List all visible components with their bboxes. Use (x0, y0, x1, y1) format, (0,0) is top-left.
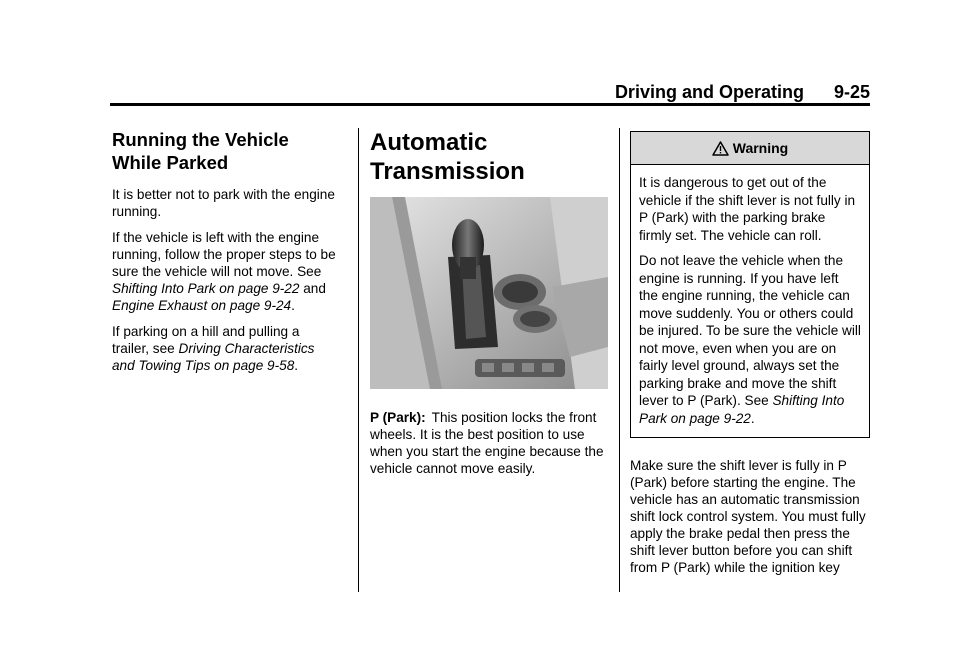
column-warning (630, 131, 870, 585)
running-paragraph-3: If parking on a hill and pulling a trailer, see Driving Characteristics and Towing Tips on page 9-58. (112, 324, 315, 373)
header-section-title: Driving and Operating (614, 82, 804, 102)
shift-lock-paragraph: Make sure the shift lever is fully in P (Park) before starting the engine. The vehicle has an automatic transmission shift lock control system. You must fully apply the brake pedal then press the shift lever button before you can shift from P (Park) while the ignition key (630, 458, 866, 575)
column-automatic-transmission (370, 128, 610, 486)
column-divider-2 (619, 128, 620, 592)
column-running-parked (112, 128, 340, 383)
warning-triangle-icon (712, 141, 729, 156)
warning-label: Warning (732, 139, 789, 156)
running-header (110, 80, 870, 104)
running-paragraph-1: It is better not to park with the engine running. (112, 187, 335, 219)
warning-box (630, 131, 870, 438)
warning-body (631, 165, 869, 437)
xref-shifting-into-park[interactable]: Shifting Into Park on page 9-22 (112, 281, 300, 296)
xref-towing-tips[interactable]: Driving Characteristics and Towing Tips on page 9-58 (112, 341, 315, 373)
running-paragraph-2: If the vehicle is left with the engine running, follow the proper steps to be sure the vehicle will not move. See Shifting Into Park on page 9-22 and Engine Exhaust on page 9-24. (112, 230, 336, 313)
automatic-transmission-heading: Automatic Transmission (370, 129, 525, 185)
shift-lever-photo (370, 197, 608, 389)
warning-header (631, 132, 869, 165)
warning-paragraph-1: It is dangerous to get out of the vehicle if the shift lever is not fully in P (Park) with the parking brake firmly set. The vehicle can roll. (639, 175, 856, 243)
header-rule (110, 103, 870, 106)
xref-shifting-into-park-warning[interactable]: Shifting Into Park on page 9-22 (639, 393, 845, 426)
column-divider-1 (358, 128, 359, 592)
park-term: P (Park): (370, 410, 426, 425)
warning-paragraph-2: Do not leave the vehicle when the engine is running. If you have left the engine running, the vehicle can move suddenly. You or others could be injured. To be sure the vehicle will not move, even when you are on fairly level ground, always set the parking brake and move the shift lever to P (Park). See Shifting Into Park on page 9-22. (639, 253, 861, 426)
running-parked-heading: Running the Vehicle While Parked (112, 129, 289, 173)
park-description: P (Park): This position locks the front wheels. It is the best position to use when you start the engine because the vehicle cannot move easily. (370, 410, 604, 476)
xref-engine-exhaust[interactable]: Engine Exhaust on page 9-24 (112, 298, 292, 313)
header-page-number: 9-25 (833, 82, 870, 102)
